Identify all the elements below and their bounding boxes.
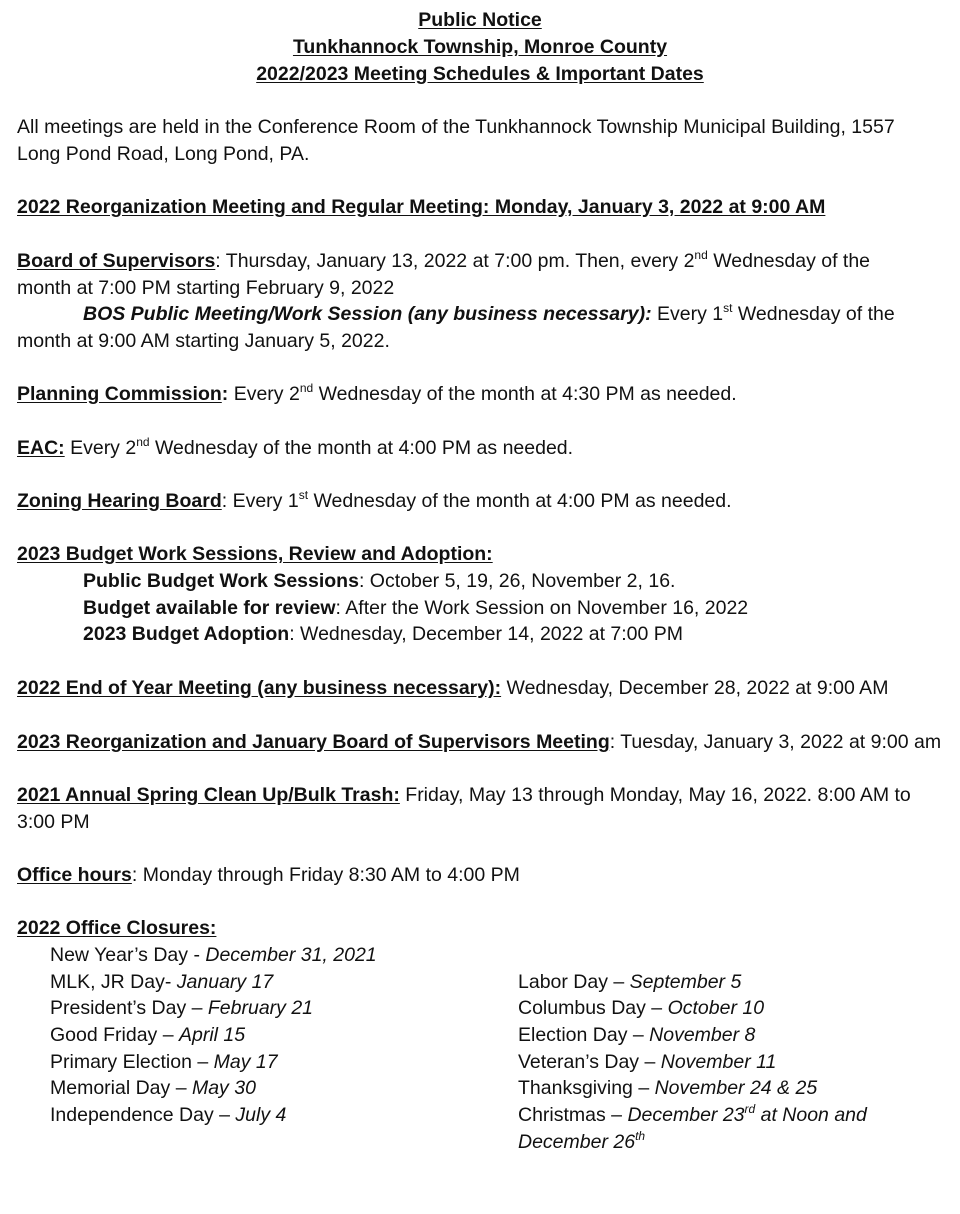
- budget-heading: 2023 Budget Work Sessions, Review and Adoption:: [17, 543, 493, 565]
- closure-item: [50, 970, 273, 994]
- budget-item-label: 2023 Budget Adoption: [83, 623, 290, 645]
- closure-name: New Year’s Day -: [50, 944, 206, 966]
- budget-item: [83, 596, 748, 620]
- cleanup-line-1: [17, 783, 911, 807]
- closure-item: [518, 996, 764, 1020]
- eac-line: [17, 436, 573, 460]
- closure-date: November 11: [660, 1051, 777, 1073]
- office-hours-line: [17, 863, 520, 887]
- budget-item-label: Public Budget Work Sessions: [83, 570, 359, 592]
- bos-label: Board of Supervisors: [17, 250, 216, 272]
- planning-sup: nd: [299, 380, 314, 395]
- township-title: Tunkhannock Township, Monroe County: [292, 36, 668, 58]
- closure-date: November 24 & 25: [654, 1077, 818, 1099]
- closure-name: Veteran’s Day –: [518, 1051, 661, 1073]
- closure-item: [50, 943, 377, 967]
- zoning-label: Zoning Hearing Board: [17, 490, 222, 512]
- bos-work-label: BOS Public Meeting/Work Session (any business necessary):: [83, 303, 652, 325]
- closure-item: [50, 1023, 245, 1047]
- closure-item-christmas-cont: [518, 1130, 645, 1154]
- planning-line: [17, 382, 737, 406]
- closure-name: Good Friday –: [50, 1024, 179, 1046]
- budget-item-text: : After the Work Session on November 16, 2022: [335, 597, 749, 619]
- closure-name: President’s Day –: [50, 997, 208, 1019]
- closure-date-tail: at Noon and: [755, 1104, 867, 1126]
- bos-line-2: month at 7:00 PM starting February 9, 2022: [17, 277, 395, 299]
- closure-date: May 30: [191, 1077, 256, 1099]
- closure-name: Memorial Day –: [50, 1077, 192, 1099]
- closure-name: Columbus Day –: [518, 997, 668, 1019]
- budget-item: [83, 622, 683, 646]
- closure-item: [518, 1076, 817, 1100]
- intro-line-2: Long Pond Road, Long Pond, PA.: [17, 143, 310, 165]
- notice-title: Public Notice: [418, 9, 542, 31]
- closure-date: April 15: [178, 1024, 246, 1046]
- bos-work-text-a: Every 1: [651, 303, 724, 325]
- zoning-line: [17, 489, 732, 513]
- closure-name: Thanksgiving –: [518, 1077, 655, 1099]
- eac-sup: nd: [136, 434, 150, 449]
- planning-label: Planning Commission: [17, 383, 222, 405]
- closure-date-sup: th: [635, 1128, 646, 1143]
- cleanup-label: 2021 Annual Spring Clean Up/Bulk Trash:: [17, 784, 400, 806]
- bos-work-line-2: month at 9:00 AM starting January 5, 2022.: [17, 330, 390, 352]
- zoning-text-a: : Every 1: [221, 490, 299, 512]
- bos-text-a: : Thursday, January 13, 2022 at 7:00 pm. Then, every 2: [215, 250, 695, 272]
- closure-name: MLK, JR Day-: [50, 971, 177, 993]
- budget-item-label: Budget available for review: [83, 597, 336, 619]
- closure-name: Labor Day –: [518, 971, 630, 993]
- schedule-title: 2022/2023 Meeting Schedules & Important Dates: [256, 63, 704, 85]
- cleanup-line-2: 3:00 PM: [17, 811, 90, 833]
- office-hours-text: : Monday through Friday 8:30 AM to 4:00 PM: [131, 864, 520, 886]
- closure-item-christmas: [518, 1103, 867, 1127]
- bos-work-text-b: Wednesday of the: [732, 303, 895, 325]
- cleanup-text: Friday, May 13 through Monday, May 16, 2022. 8:00 AM to: [399, 784, 911, 806]
- planning-colon: :: [221, 383, 229, 405]
- closure-name: Christmas –: [518, 1104, 628, 1126]
- end-of-year-label: 2022 End of Year Meeting (any business necessary):: [17, 677, 502, 699]
- closure-item: [50, 996, 313, 1020]
- closure-date: December 23: [627, 1104, 745, 1126]
- closure-name: Election Day –: [518, 1024, 650, 1046]
- eac-text-b: Wednesday of the month at 4:00 PM as needed.: [149, 437, 574, 459]
- bos-work-line-1: [83, 302, 895, 326]
- budget-item-text: : Wednesday, December 14, 2022 at 7:00 PM: [289, 623, 684, 645]
- office-hours-label: Office hours: [17, 864, 132, 886]
- closure-item: [50, 1076, 256, 1100]
- bos-sup: nd: [694, 247, 708, 262]
- closure-item: [518, 1050, 776, 1074]
- budget-item-text: : October 5, 19, 26, November 2, 16.: [358, 570, 676, 592]
- closure-name: Independence Day –: [50, 1104, 236, 1126]
- bos-work-sup: st: [723, 300, 733, 315]
- closure-date: November 8: [649, 1024, 756, 1046]
- closure-date: February 21: [207, 997, 314, 1019]
- closure-date-sup: rd: [744, 1101, 756, 1116]
- closures-heading: 2022 Office Closures:: [17, 917, 217, 939]
- closure-date: September 5: [629, 971, 742, 993]
- closure-name: Primary Election –: [50, 1051, 214, 1073]
- intro-line-1: All meetings are held in the Conference Room of the Tunkhannock Township Municipal Building, 1557: [17, 116, 895, 138]
- end-of-year-line: [17, 676, 888, 700]
- closure-item: [518, 970, 741, 994]
- planning-text-b: Wednesday of the month at 4:30 PM as needed.: [313, 383, 737, 405]
- zoning-text-b: Wednesday of the month at 4:00 PM as needed.: [308, 490, 732, 512]
- eac-text-a: Every 2: [64, 437, 137, 459]
- end-of-year-text: Wednesday, December 28, 2022 at 9:00 AM: [501, 677, 889, 699]
- reorg-2023-text: : Tuesday, January 3, 2022 at 9:00 am: [609, 731, 942, 753]
- closure-item: [50, 1050, 278, 1074]
- eac-label: EAC:: [17, 437, 65, 459]
- closure-date: January 17: [176, 971, 274, 993]
- budget-item: [83, 569, 675, 593]
- closure-item: [50, 1103, 286, 1127]
- zoning-sup: st: [298, 487, 309, 502]
- closure-date: July 4: [235, 1104, 287, 1126]
- closure-date: October 10: [667, 997, 765, 1019]
- bos-line-1: [17, 249, 870, 273]
- reorg-2022-heading: 2022 Reorganization Meeting and Regular Meeting: Monday, January 3, 2022 at 9:00 AM: [17, 196, 826, 218]
- closure-date: December 26: [518, 1131, 636, 1153]
- closure-date: May 17: [213, 1051, 278, 1073]
- reorg-2023-label: 2023 Reorganization and January Board of Supervisors Meeting: [17, 731, 610, 753]
- bos-text-b: Wednesday of the: [707, 250, 871, 272]
- closure-item: [518, 1023, 755, 1047]
- reorg-2023-line: [17, 730, 941, 754]
- closure-date: December 31, 2021: [205, 944, 377, 966]
- planning-text-a: Every 2: [228, 383, 300, 405]
